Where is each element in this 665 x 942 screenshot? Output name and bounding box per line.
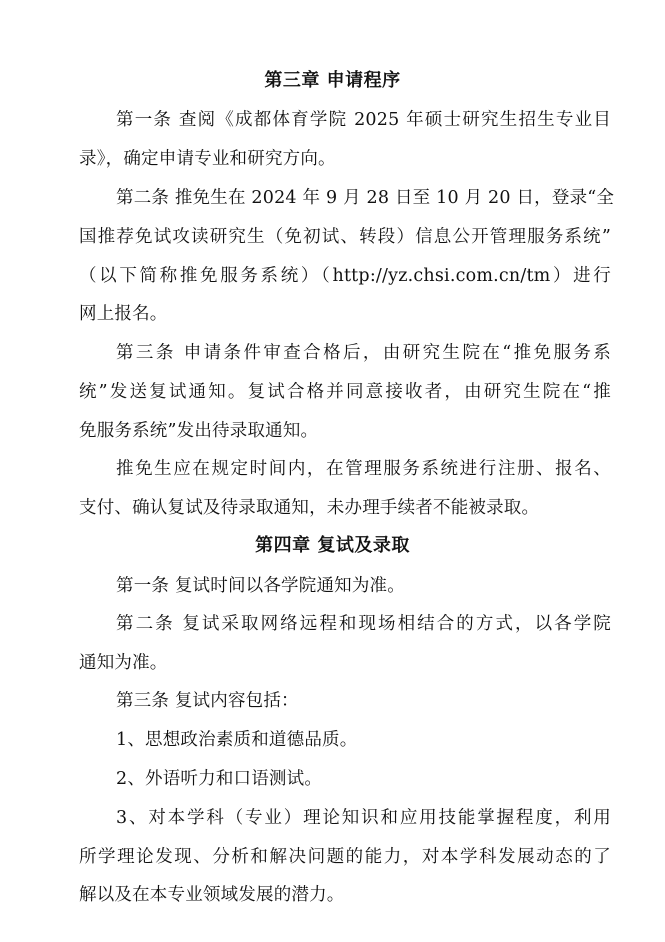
chapter-4-item-3-line-2: 所学理论发现、分析和解决问题的能力，对本学科发展动态的了 <box>79 847 611 867</box>
chapter-4-title: 第四章 复试及录取 <box>255 535 410 556</box>
chapter-3-article-2-line-4: 网上报名。 <box>79 304 168 324</box>
chapter-4-article-2-line-1: 第二条 复试采取网络远程和现场相结合的方式，以各学院 <box>116 614 611 634</box>
chapter-4-item-1: 1、思想政治素质和道德品质。 <box>116 730 358 750</box>
chapter-3-note-line-1: 推免生应在规定时间内，在管理服务系统进行注册、报名、 <box>116 459 611 479</box>
chapter-3-article-2-line-3: （以下简称推免服务系统）（http://yz.chsi.com.cn/tm）进行 <box>79 266 611 286</box>
chapter-3-article-3-line-2: 统”发送复试通知。复试合格并同意接收者，由研究生院在“推 <box>79 382 611 402</box>
chapter-3-article-1-line-2: 录》，确定申请专业和研究方向。 <box>79 149 336 169</box>
chapter-3-title: 第三章 申请程序 <box>264 70 401 91</box>
chapter-3-article-2-line-1: 第二条 推免生在 2024 年 9 月 28 日至 10 月 20 日，登录“全 <box>116 188 615 208</box>
chapter-4-item-3-line-3: 解以及在本专业领域发展的潜力。 <box>79 885 345 905</box>
chapter-4-article-1-line-1: 第一条 复试时间以各学院通知为准。 <box>116 576 405 596</box>
chapter-4-article-2-line-2: 通知为准。 <box>79 653 168 673</box>
chapter-3-article-1-line-1: 第一条 查阅《成都体育学院 2025 年硕士研究生招生专业目 <box>116 110 611 130</box>
chapter-4-item-3-line-1: 3、对本学科（专业）理论知识和应用技能掌握程度，利用 <box>116 808 611 828</box>
chapter-3-article-2-line-2: 国推荐免试攻读研究生（免初试、转段）信息公开管理服务系统” <box>79 227 611 247</box>
chapter-3-note-line-2: 支付、确认复试及待录取通知，未办理手续者不能被录取。 <box>79 498 540 518</box>
chapter-3-article-3-line-3: 免服务系统”发出待录取通知。 <box>79 421 319 441</box>
chapter-4-article-3-line-1: 第三条 复试内容包括： <box>116 691 299 711</box>
chapter-4-item-2: 2、外语听力和口语测试。 <box>116 769 323 789</box>
chapter-3-article-3-line-1: 第三条 申请条件审查合格后，由研究生院在“推免服务系 <box>116 343 611 363</box>
